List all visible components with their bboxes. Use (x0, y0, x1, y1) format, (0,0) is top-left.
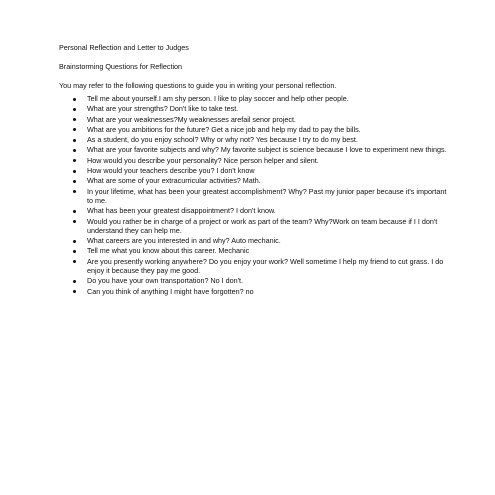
list-item (59, 236, 459, 245)
document-subtitle: Brainstorming Questions for Reflection (59, 62, 183, 71)
bullet-icon (73, 280, 76, 283)
list-item (59, 257, 459, 276)
list-item (59, 206, 459, 215)
bullet-icon (73, 260, 76, 263)
question-text: What are you ambitions for the future? Get a nice job and help my dad to pay the bills. (87, 124, 361, 134)
question-text: How would you describe your personality? Nice person helper and silent. (87, 155, 319, 165)
bullet-icon (73, 190, 76, 193)
bullet-icon (73, 139, 76, 142)
list-item (59, 187, 459, 206)
list-item (59, 217, 459, 236)
question-text: What are your strengths? Don't like to take test. (87, 104, 239, 114)
bullet-icon (73, 180, 76, 183)
bullet-icon (73, 250, 76, 253)
bullet-icon (73, 128, 76, 131)
question-text: What has been your greatest disappointment? I don't know. (87, 206, 276, 216)
list-item (59, 156, 459, 165)
bullet-icon (73, 118, 76, 121)
bullet-icon (73, 240, 76, 243)
question-text: Can you think of anything I might have forgotten? no (87, 286, 254, 296)
list-item (59, 287, 459, 296)
question-text: Do you have your own transportation? No I don't. (87, 276, 243, 286)
list-item (59, 246, 459, 255)
question-list (59, 94, 459, 296)
document-intro: You may refer to the following questions to guide you in writing your personal reflection. (59, 81, 337, 90)
question-text: Tell me what you know about this career. Mechanic (87, 246, 250, 256)
bullet-icon (73, 149, 76, 152)
list-item (59, 135, 459, 144)
list-item (59, 115, 459, 124)
bullet-icon (73, 98, 76, 101)
bullet-icon (73, 170, 76, 173)
list-item (59, 166, 459, 175)
bullet-icon (73, 290, 76, 293)
question-text: What careers are you interested in and why? Auto mechanic. (87, 236, 281, 246)
list-item (59, 276, 459, 285)
document-title: Personal Reflection and Letter to Judges (59, 43, 189, 52)
bullet-icon (73, 210, 76, 213)
question-text: As a student, do you enjoy school? Why or why not? Yes because I try to do my best. (87, 135, 358, 145)
question-text: Are you presently working anywhere? Do you enjoy your work? Well sometime I help my friend to cut grass. I do enjoy it because they pay me good. (87, 256, 444, 276)
bullet-icon (73, 220, 76, 223)
question-text: Tell me about yourself.I am shy person. I like to play soccer and help other people. (87, 94, 349, 103)
question-text: What are some of your extracurricular activities? Math. (87, 176, 261, 186)
question-text: What are your weaknesses?My weaknesses arefail senor project. (87, 114, 296, 124)
question-text: In your lifetime, what has been your greatest accomplishment? Why? Past my junior paper because it's important to me. (87, 186, 447, 205)
list-item (59, 176, 459, 185)
document-body (59, 43, 459, 297)
list-item (59, 145, 459, 154)
list-item (59, 125, 459, 134)
list-item (59, 104, 459, 113)
list-item (59, 94, 459, 103)
question-text: Would you rather be in charge of a project or work as part of the team? Why?Work on team because if I I don't understand they can help me. (87, 216, 438, 235)
question-text: What are your favorite subjects and why? My favorite subject is science because I love to experiment new things. (87, 145, 447, 155)
bullet-icon (73, 159, 76, 162)
bullet-icon (73, 108, 76, 111)
question-text: How would your teachers describe you? I don't know (87, 166, 255, 176)
